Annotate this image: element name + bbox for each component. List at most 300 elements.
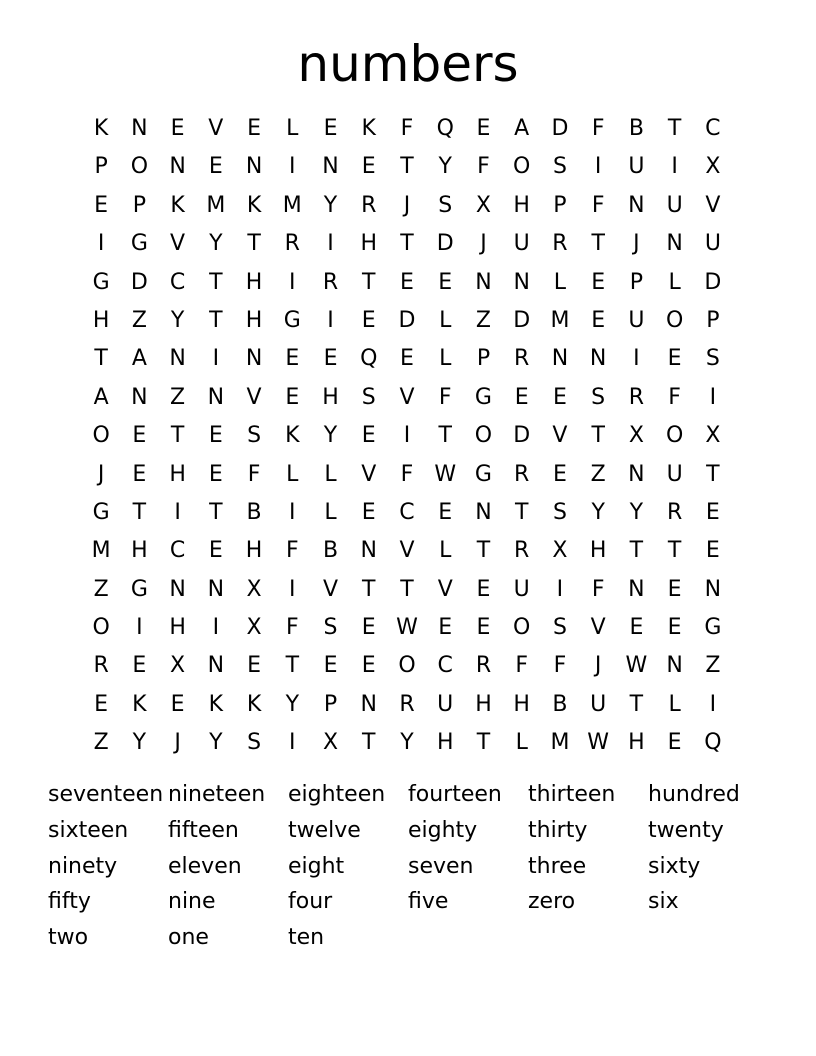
word-list-item: six xyxy=(648,889,679,915)
grid-row xyxy=(82,302,732,340)
grid-letter: N xyxy=(628,576,645,602)
grid-letter: G xyxy=(283,307,301,333)
grid-letter: I xyxy=(289,154,296,180)
grid-letter: W xyxy=(625,653,648,679)
grid-letter: L xyxy=(439,307,452,333)
grid-letter: S xyxy=(552,499,567,525)
grid-letter: E xyxy=(132,653,147,679)
grid-letter: E xyxy=(361,154,376,180)
grid-letter: O xyxy=(665,307,684,333)
grid-letter: A xyxy=(93,384,109,410)
grid-letter: Y xyxy=(323,192,338,218)
grid-letter: T xyxy=(285,653,300,679)
grid-letter: N xyxy=(475,269,492,295)
grid-letter: J xyxy=(480,231,487,257)
grid-letter: H xyxy=(589,538,607,564)
word-list-item: twelve xyxy=(288,817,361,843)
word-list-item: twenty xyxy=(648,817,724,843)
grid-letter: I xyxy=(136,615,143,641)
grid-letter: G xyxy=(704,615,722,641)
grid-letter: F xyxy=(668,384,681,410)
grid-letter: X xyxy=(322,730,339,756)
grid-letter: T xyxy=(132,499,147,525)
grid-letter: U xyxy=(513,576,530,602)
grid-row xyxy=(82,187,732,225)
grid-letter: T xyxy=(476,538,491,564)
grid-row xyxy=(82,686,732,724)
grid-letter: V xyxy=(437,576,453,602)
grid-letter: M xyxy=(91,538,111,564)
grid-row xyxy=(82,532,732,570)
grid-letter: T xyxy=(400,154,414,180)
grid-letter: T xyxy=(209,499,223,525)
grid-letter: H xyxy=(92,307,110,333)
grid-letter: E xyxy=(705,499,720,525)
grid-letter: F xyxy=(285,615,299,641)
grid-letter: E xyxy=(285,384,300,410)
word-list-item: fifteen xyxy=(168,817,239,843)
grid-letter: E xyxy=(285,346,300,372)
word-list-item: hundred xyxy=(648,782,740,807)
grid-letter: Z xyxy=(475,307,491,333)
word-list-item: sixteen xyxy=(48,817,129,843)
grid-letter: Y xyxy=(591,499,605,525)
grid-letter: N xyxy=(169,154,186,180)
grid-letter: N xyxy=(704,576,722,602)
grid-letter: U xyxy=(437,691,454,717)
grid-letter: V xyxy=(246,384,262,410)
grid-letter: E xyxy=(323,653,338,679)
grid-letter: D xyxy=(398,307,416,333)
grid-letter: V xyxy=(322,576,339,602)
grid-letter: I xyxy=(594,154,602,180)
grid-letter: T xyxy=(629,538,644,564)
grid-row xyxy=(82,647,732,685)
grid-letter: H xyxy=(245,269,263,295)
grid-letter: T xyxy=(476,730,491,756)
word-row xyxy=(48,884,768,920)
grid-row xyxy=(82,264,732,302)
grid-letter: E xyxy=(438,615,453,641)
grid-letter: R xyxy=(514,346,530,372)
grid-letter: T xyxy=(706,461,720,487)
grid-letter: V xyxy=(590,615,606,641)
word-row xyxy=(48,777,768,813)
grid-letter: C xyxy=(705,116,721,141)
grid-letter: Q xyxy=(436,116,454,141)
grid-letter: S xyxy=(705,346,720,372)
grid-letter: K xyxy=(361,116,376,141)
grid-letter: E xyxy=(170,691,185,717)
grid-letter: N xyxy=(245,346,263,372)
grid-letter: N xyxy=(131,116,148,141)
grid-letter: L xyxy=(324,461,337,487)
grid-letter: I xyxy=(671,154,678,180)
grid-letter: Y xyxy=(170,307,185,333)
grid-letter: P xyxy=(132,192,146,218)
grid-letter: L xyxy=(439,538,452,564)
grid-letter: C xyxy=(437,653,453,679)
grid-letter: K xyxy=(246,192,262,218)
grid-letter: X xyxy=(246,615,262,641)
grid-letter: T xyxy=(400,231,414,257)
grid-letter: E xyxy=(667,576,682,602)
grid-letter: P xyxy=(323,691,338,717)
grid-letter: Z xyxy=(705,653,721,679)
grid-letter: Y xyxy=(400,730,414,756)
grid-letter: X xyxy=(475,192,491,218)
grid-letter: N xyxy=(666,653,683,679)
grid-letter: H xyxy=(513,192,530,218)
grid-letter: I xyxy=(289,269,296,295)
grid-letter: J xyxy=(174,730,181,756)
grid-letter: E xyxy=(591,269,606,295)
grid-letter: C xyxy=(169,538,186,564)
grid-letter: H xyxy=(169,461,186,487)
grid-letter: P xyxy=(629,269,644,295)
grid-letter: N xyxy=(360,691,377,717)
grid-letter: A xyxy=(514,116,530,141)
grid-letter: R xyxy=(399,691,415,717)
grid-letter: N xyxy=(666,231,683,257)
grid-letter: Z xyxy=(93,730,109,756)
word-list-item: fifty xyxy=(48,889,91,915)
grid-letter: H xyxy=(436,730,454,756)
word-list-item: eleven xyxy=(168,853,242,879)
word-list xyxy=(48,777,768,956)
grid-letter: T xyxy=(514,499,529,525)
grid-letter: E xyxy=(705,538,720,564)
grid-letter: I xyxy=(289,576,296,602)
grid-letter: K xyxy=(93,116,109,141)
grid-letter: P xyxy=(94,154,108,180)
word-list-item: eight xyxy=(288,853,345,879)
grid-letter: I xyxy=(289,730,296,756)
grid-letter: Z xyxy=(131,307,147,333)
grid-letter: S xyxy=(247,730,262,756)
grid-letter: U xyxy=(628,307,645,333)
grid-letter: N xyxy=(245,154,263,180)
grid-letter: T xyxy=(400,576,414,602)
grid-letter: L xyxy=(668,269,681,295)
grid-letter: K xyxy=(285,423,300,449)
grid-letter: O xyxy=(513,615,531,641)
grid-letter: N xyxy=(628,461,645,487)
grid-letter: N xyxy=(628,192,645,218)
grid-row xyxy=(82,609,732,647)
grid-letter: W xyxy=(587,730,610,756)
letter-grid xyxy=(82,110,732,763)
grid-letter: T xyxy=(667,116,682,141)
grid-letter: E xyxy=(667,615,682,641)
grid-letter: F xyxy=(553,653,567,679)
page-title: numbers xyxy=(297,35,519,93)
grid-letter: Y xyxy=(285,691,300,717)
grid-letter: O xyxy=(665,423,684,449)
grid-letter: F xyxy=(591,576,605,602)
grid-letter: E xyxy=(132,461,147,487)
grid-letter: L xyxy=(439,346,452,372)
word-row xyxy=(48,813,768,849)
grid-letter: A xyxy=(131,346,147,372)
grid-row xyxy=(82,571,732,609)
grid-letter: H xyxy=(169,615,186,641)
grid-letter: S xyxy=(552,615,567,641)
grid-letter: Z xyxy=(93,576,109,602)
grid-letter: B xyxy=(552,691,568,717)
grid-letter: F xyxy=(285,538,299,564)
grid-letter: I xyxy=(556,576,564,602)
grid-letter: F xyxy=(515,653,529,679)
grid-letter: T xyxy=(209,307,223,333)
grid-letter: L xyxy=(286,116,299,141)
grid-letter: M xyxy=(206,192,226,218)
grid-letter: O xyxy=(130,154,149,180)
grid-letter: T xyxy=(362,730,376,756)
grid-letter: E xyxy=(247,116,261,141)
grid-letter: E xyxy=(94,691,109,717)
grid-letter: D xyxy=(704,269,722,295)
word-list-item: zero xyxy=(528,889,576,915)
grid-letter: E xyxy=(361,653,376,679)
grid-letter: E xyxy=(667,730,682,756)
grid-letter: E xyxy=(361,307,376,333)
word-list-item: five xyxy=(408,889,449,915)
word-row xyxy=(48,920,768,956)
grid-letter: N xyxy=(169,346,186,372)
grid-letter: E xyxy=(323,116,338,141)
grid-letter: E xyxy=(208,538,223,564)
grid-letter: N xyxy=(207,576,225,602)
grid-letter: E xyxy=(361,499,376,525)
grid-letter: N xyxy=(551,346,569,372)
grid-letter: N xyxy=(169,576,186,602)
grid-letter: M xyxy=(550,730,570,756)
grid-letter: H xyxy=(628,730,645,756)
word-list-item: nine xyxy=(168,889,216,915)
grid-letter: L xyxy=(553,269,567,295)
grid-letter: G xyxy=(474,461,492,487)
grid-letter: H xyxy=(245,538,263,564)
grid-letter: V xyxy=(552,423,568,449)
grid-letter: I xyxy=(327,307,334,333)
grid-letter: R xyxy=(93,653,109,679)
word-row xyxy=(48,849,768,885)
grid-letter: T xyxy=(170,423,185,449)
grid-letter: U xyxy=(628,154,645,180)
grid-letter: L xyxy=(668,691,681,717)
grid-letter: E xyxy=(552,384,567,410)
grid-letter: G xyxy=(130,576,148,602)
grid-letter: I xyxy=(709,384,717,410)
grid-letter: V xyxy=(399,384,415,410)
grid-letter: B xyxy=(628,116,644,141)
grid-letter: S xyxy=(361,384,376,410)
grid-letter: O xyxy=(92,615,110,641)
grid-letter: U xyxy=(704,231,721,257)
grid-letter: X xyxy=(170,653,186,679)
grid-letter: I xyxy=(212,615,220,641)
grid-letter: F xyxy=(247,461,261,487)
grid-letter: I xyxy=(289,499,296,525)
word-list-item: nineteen xyxy=(168,782,266,807)
grid-letter: Z xyxy=(170,384,186,410)
grid-letter: R xyxy=(666,499,683,525)
word-list-item: ninety xyxy=(48,853,118,879)
grid-letter: E xyxy=(208,154,223,180)
grid-letter: Y xyxy=(629,499,644,525)
grid-letter: T xyxy=(591,231,605,257)
grid-letter: O xyxy=(398,653,416,679)
grid-row xyxy=(82,148,732,186)
grid-row xyxy=(82,494,732,532)
word-list-item: eighty xyxy=(408,817,478,843)
grid-letter: R xyxy=(322,269,339,295)
word-list-item: eighteen xyxy=(288,782,386,807)
grid-letter: E xyxy=(361,423,376,449)
grid-letter: Q xyxy=(360,346,378,372)
grid-letter: F xyxy=(591,116,605,141)
grid-letter: T xyxy=(94,346,108,372)
grid-letter: E xyxy=(94,192,109,218)
grid-letter: N xyxy=(131,384,148,410)
grid-letter: T xyxy=(591,423,605,449)
grid-letter: J xyxy=(403,192,411,218)
grid-letter: T xyxy=(209,269,223,295)
grid-letter: H xyxy=(131,538,148,564)
word-list-item: thirty xyxy=(528,817,588,843)
grid-row xyxy=(82,417,732,455)
grid-letter: E xyxy=(667,346,682,372)
grid-letter: I xyxy=(327,231,334,257)
grid-letter: U xyxy=(666,461,683,487)
grid-letter: J xyxy=(633,231,640,257)
grid-letter: G xyxy=(92,499,110,525)
grid-letter: M xyxy=(282,192,302,218)
grid-letter: U xyxy=(513,231,530,257)
grid-letter: N xyxy=(322,154,339,180)
grid-letter: C xyxy=(169,269,186,295)
grid-letter: G xyxy=(92,269,110,295)
grid-letter: P xyxy=(553,192,567,218)
grid-letter: Y xyxy=(132,730,147,756)
grid-letter: Y xyxy=(438,154,452,180)
grid-letter: P xyxy=(706,307,720,333)
grid-letter: V xyxy=(399,538,415,564)
grid-letter: E xyxy=(476,116,491,141)
grid-letter: N xyxy=(475,499,492,525)
grid-letter: T xyxy=(247,231,261,257)
grid-letter: H xyxy=(322,384,339,410)
grid-letter: B xyxy=(246,499,262,525)
grid-letter: M xyxy=(550,307,570,333)
grid-letter: D xyxy=(513,423,531,449)
grid-letter: H xyxy=(360,231,378,257)
grid-letter: Y xyxy=(323,423,338,449)
grid-letter: V xyxy=(208,116,224,141)
grid-letter: F xyxy=(400,116,414,141)
grid-letter: X xyxy=(552,538,568,564)
grid-letter: R xyxy=(475,653,492,679)
word-list-item: two xyxy=(48,925,89,950)
grid-letter: N xyxy=(207,653,225,679)
grid-letter: I xyxy=(709,691,717,717)
grid-letter: E xyxy=(323,346,338,372)
grid-letter: K xyxy=(132,691,147,717)
grid-letter: E xyxy=(438,269,453,295)
grid-row xyxy=(82,456,732,494)
grid-letter: U xyxy=(590,691,607,717)
grid-letter: U xyxy=(666,192,683,218)
grid-row xyxy=(82,225,732,263)
word-list-item: three xyxy=(528,853,587,879)
grid-letter: R xyxy=(552,231,568,257)
grid-letter: T xyxy=(362,269,376,295)
grid-letter: E xyxy=(361,615,376,641)
grid-letter: D xyxy=(130,269,148,295)
word-list-item: one xyxy=(168,925,209,950)
grid-letter: S xyxy=(438,192,453,218)
grid-letter: H xyxy=(513,691,530,717)
grid-letter: X xyxy=(705,154,721,180)
grid-letter: C xyxy=(399,499,415,525)
grid-letter: R xyxy=(284,231,300,257)
grid-letter: S xyxy=(247,423,262,449)
grid-letter: D xyxy=(551,116,569,141)
grid-letter: E xyxy=(208,461,223,487)
grid-letter: F xyxy=(591,192,605,218)
grid-letter: T xyxy=(362,576,376,602)
grid-letter: E xyxy=(132,423,147,449)
word-list-item: seven xyxy=(408,853,474,879)
grid-letter: L xyxy=(515,730,528,756)
grid-letter: Q xyxy=(704,730,722,756)
grid-letter: T xyxy=(667,538,682,564)
word-list-item: fourteen xyxy=(408,782,502,807)
grid-letter: D xyxy=(513,307,531,333)
grid-letter: J xyxy=(594,653,602,679)
grid-letter: F xyxy=(438,384,452,410)
grid-letter: I xyxy=(212,346,220,372)
grid-letter: X xyxy=(705,423,721,449)
grid-letter: K xyxy=(208,691,224,717)
grid-letter: F xyxy=(477,154,490,180)
grid-letter: E xyxy=(170,116,185,141)
grid-letter: S xyxy=(552,154,567,180)
grid-letter: O xyxy=(474,423,493,449)
grid-letter: K xyxy=(246,691,262,717)
grid-letter: I xyxy=(97,231,105,257)
word-list-item: four xyxy=(288,889,333,915)
grid-letter: G xyxy=(474,384,492,410)
grid-row xyxy=(82,110,732,148)
grid-letter: V xyxy=(170,231,186,257)
grid-letter: E xyxy=(476,615,491,641)
grid-letter: P xyxy=(476,346,491,372)
grid-letter: Y xyxy=(209,231,223,257)
grid-letter: N xyxy=(513,269,530,295)
grid-row xyxy=(82,340,732,378)
grid-letter: T xyxy=(629,691,644,717)
grid-row xyxy=(82,724,732,762)
grid-letter: S xyxy=(323,615,338,641)
grid-letter: L xyxy=(286,461,299,487)
grid-letter: Y xyxy=(209,730,223,756)
grid-letter: E xyxy=(400,346,414,372)
grid-letter: G xyxy=(130,231,148,257)
grid-letter: L xyxy=(324,499,337,525)
grid-letter: B xyxy=(322,538,339,564)
